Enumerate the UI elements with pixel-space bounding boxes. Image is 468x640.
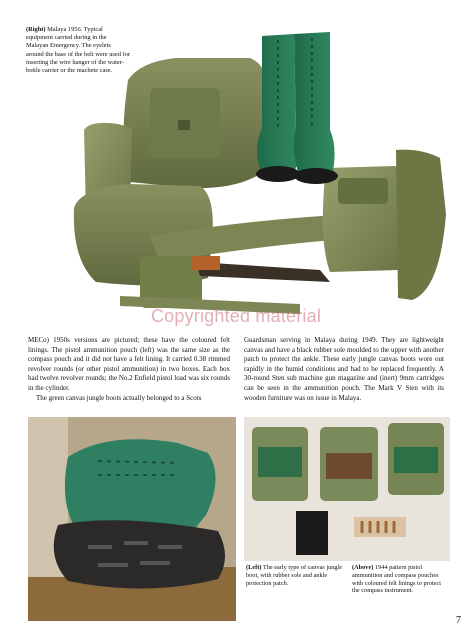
- caption-text: The early type of canvas jungle boot, with rubber sole and ankle protection patch.: [246, 564, 343, 587]
- above-photo-caption: [352, 564, 448, 595]
- caption-label: (Left): [246, 564, 262, 571]
- body-paragraph: MECo) 1950s versions are pictured; these have the coloured felt linings. The pistol ammunition pouch (left) was the same size as the compass pouch and it did not have a felt lining. It carried 0.38 rimmed revolver rounds (or other pistol ammunition) in two boxes. Each box had twelve revolver rounds; the No.2 Enfield pistol load was six rounds in the cylinder.: [28, 336, 230, 392]
- body-column-left: [28, 336, 230, 403]
- copyright-watermark: Copyrighted material: [150, 306, 322, 326]
- page-number: 7: [456, 615, 461, 626]
- top-photo-caption: [26, 26, 130, 75]
- ammunition-pouches-photo: [244, 417, 450, 561]
- caption-text: Malaya 1956. Typical equipment carried during in the Malayan Emergency. The eyelets around the base of the belt were used for inserting the wire hanger of the water-bottle carrier or the machete case.: [26, 26, 130, 75]
- jungle-boot-photo: [28, 417, 236, 621]
- caption-label: (Above): [352, 564, 374, 571]
- caption-text: 1944 pattern pistol ammunition and compass pouches with coloured felt linings to protect the compass instrument.: [352, 564, 442, 595]
- body-column-right: [244, 336, 444, 403]
- body-paragraph: The green canvas jungle boots actually belonged to a Scots: [36, 393, 202, 402]
- left-photo-caption: [246, 564, 346, 587]
- body-paragraph: Guardsman serving in Malaya during 1949. They are lightweight canvas and have a black rubber sole moulded to the upper with another patch to protect the ankle. These early jungle canvas boots wore out rapidly in the humid conditions and had to be replaced frequently. A 30-round Sten sub machine gun magazine and (inert) 9mm cartridges can be seen in the ammunition pouch. The Mark V Sten with its wooden furniture was on issue in Malaya.: [244, 336, 444, 402]
- caption-label: (Right): [26, 26, 46, 33]
